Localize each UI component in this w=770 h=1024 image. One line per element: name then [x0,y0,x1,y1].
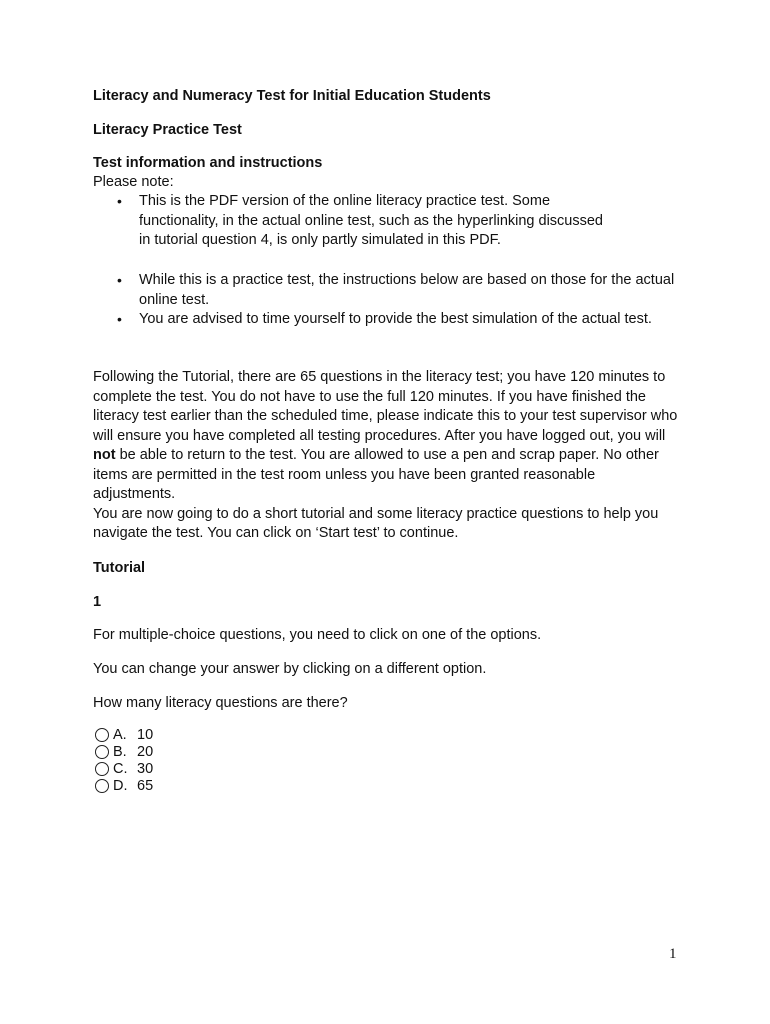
paragraph-text-continued: be able to return to the test. You are allowed to use a pen and scrap paper. No other items are permitted in the test room unless you have been granted reasonable adjustments. [93,447,659,502]
bullet-text: While this is a practice test, the instructions below are based on those for the actual online test. [139,272,675,308]
radio-icon[interactable] [95,762,109,776]
page-number: 1 [669,946,677,962]
option-value: 30 [137,760,154,777]
document-subtitle: Literacy Practice Test [93,122,242,138]
instructions-paragraph [93,368,679,544]
instruction-text-1: For multiple-choice questions, you need to click on one of the options. [93,627,542,643]
option-letter: C. [113,760,128,777]
option-b[interactable] [95,744,153,761]
bullet-list-2 [93,271,683,330]
document-title: Literacy and Numeracy Test for Initial Education Students [93,88,491,104]
bullet-icon: • [117,193,122,209]
bullet-item [93,192,609,251]
bullet-item [93,310,679,330]
bullet-list [93,192,683,251]
option-value: 65 [137,777,154,794]
paragraph-text: Following the Tutorial, there are 65 questions in the literacy test; you have 120 minutes to complete the test. You do not have to use the full 120 minutes. If you have finished the literacy test earlier than the scheduled time, please indicate this to your test supervisor who will ensure you have completed all testing procedures. After you have logged out, you will [93,369,678,444]
option-letter: D. [113,777,128,794]
option-c[interactable] [95,761,153,778]
radio-icon[interactable] [95,745,109,759]
answer-options [95,727,153,794]
tutorial-heading: Tutorial [93,560,146,576]
radio-icon[interactable] [95,728,109,742]
bullet-icon: • [117,272,122,288]
section-heading: Test information and instructions [93,155,323,171]
bullet-text: This is the PDF version of the online literacy practice test. Some functionality, in the actual online test, such as the hyperlinking discussed in tutorial question 4, is only partly simulated in this PDF. [139,193,603,248]
paragraph-tutorial-intro: You are now going to do a short tutorial and some literacy practice questions to help you navigate the test. You can click on ‘Start test’ to continue. [93,505,659,541]
bullet-item [93,271,679,310]
question-number: 1 [93,594,102,610]
question-text: How many literacy questions are there? [93,695,348,711]
radio-icon[interactable] [95,779,109,793]
option-d[interactable] [95,777,153,794]
option-value: 20 [137,744,154,761]
instruction-text-2: You can change your answer by clicking on a different option. [93,661,487,677]
paragraph-emphasis: not [93,447,116,463]
option-letter: A. [113,727,127,744]
note-label: Please note: [93,174,174,190]
bullet-icon: • [117,311,122,327]
bullet-text: You are advised to time yourself to provide the best simulation of the actual test. [139,311,652,327]
option-letter: B. [113,744,127,761]
option-a[interactable] [95,727,153,744]
option-value: 10 [137,727,154,744]
